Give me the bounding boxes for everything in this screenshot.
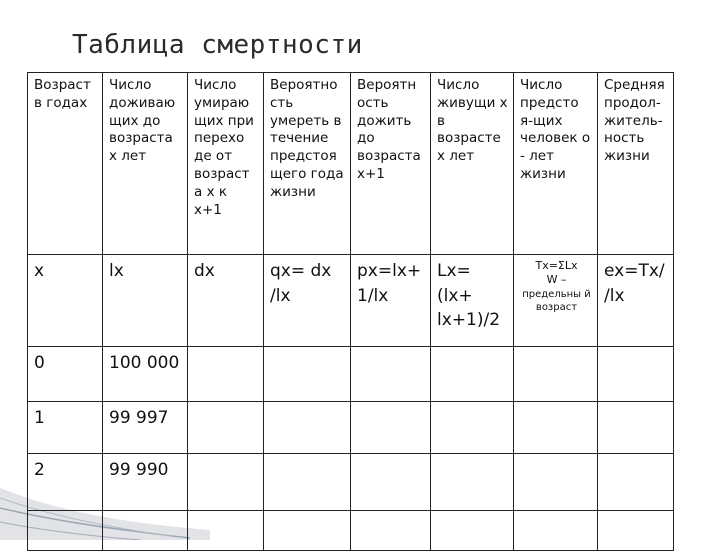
symbol-lx: lx <box>103 255 188 347</box>
table-row <box>28 402 674 454</box>
header-person-years: Число предсто я-щих человек о - лет жизни <box>514 73 598 255</box>
header-survivors: Число доживаю щих до возраста х лет <box>103 73 188 255</box>
row-age: 2 <box>28 454 103 511</box>
header-survival-probability: Вероятн ость дожить до возраста х+1 <box>351 73 431 255</box>
row-lx <box>103 511 188 551</box>
row-lx: 100 000 <box>103 347 188 402</box>
header-death-probability: Вероятно сть умереть в течение предстоя щего года жизни <box>264 73 351 255</box>
header-deaths: Число умираю щих при перехо де от возраст а х к х+1 <box>188 73 264 255</box>
table-row <box>28 511 674 551</box>
mortality-table <box>27 72 674 551</box>
symbol-x: x <box>28 255 103 347</box>
symbol-Tx-w: W – <box>546 273 567 287</box>
header-living: Число живущи х в возрасте х лет <box>431 73 514 255</box>
table-row <box>28 454 674 511</box>
symbol-Tx-formula: Tx=ΣLx <box>535 259 578 272</box>
symbol-Lx: Lx= (lx+ lx+1)/2 <box>431 255 514 347</box>
symbol-qx: qx= dx /lx <box>264 255 351 347</box>
header-age: Возраст в годах <box>28 73 103 255</box>
symbol-ex: ex=Tx/ /lx <box>598 255 674 347</box>
table-row <box>28 347 674 402</box>
symbol-Tx-note: предельны й возраст <box>522 288 591 313</box>
row-lx: 99 997 <box>103 402 188 454</box>
row-age <box>28 511 103 551</box>
row-lx: 99 990 <box>103 454 188 511</box>
symbol-Tx <box>514 255 598 347</box>
page-title: Таблица смертности <box>72 30 363 60</box>
row-age: 1 <box>28 402 103 454</box>
header-row <box>28 73 674 255</box>
symbol-px: px=lx+ 1/lx <box>351 255 431 347</box>
symbol-dx: dx <box>188 255 264 347</box>
header-life-expectancy: Средняя продол-житель-ность жизни <box>598 73 674 255</box>
symbol-row <box>28 255 674 347</box>
row-age: 0 <box>28 347 103 402</box>
